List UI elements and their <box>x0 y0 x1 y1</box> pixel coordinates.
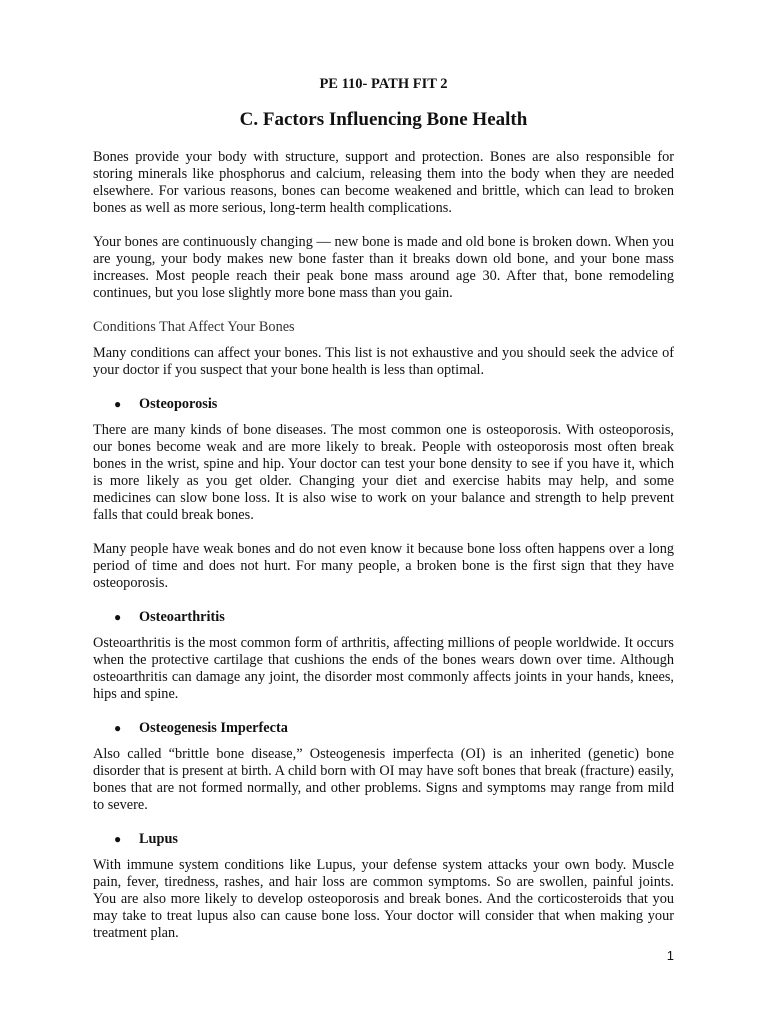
course-code: PE 110- PATH FIT 2 <box>319 76 448 92</box>
osteogenesis-paragraph: Also called “brittle bone disease,” Osteogenesis imperfecta (OI) is an inherited (genetic) bone disorder that is present at birth. A child born with OI may have soft bones that break (fracture) easily, bones that are not formed normally, and other problems. Signs and symptoms may range from mild to severe. <box>93 746 674 813</box>
bullet-label: Osteoporosis <box>139 396 218 412</box>
intro-paragraph-2: Your bones are continuously changing — new bone is made and old bone is broken down. When you are young, your body makes new bone faster than it breaks down old bone, and your bone mass increases. Most people reach their peak bone mass around age 30. After that, bone remodeling continues, but you lose slightly more bone mass than you gain. <box>93 234 674 301</box>
bullet-label: Osteoarthritis <box>139 609 225 625</box>
bullet-dot-icon: ● <box>114 832 122 846</box>
bullet-label: Osteogenesis Imperfecta <box>139 720 288 736</box>
bullet-label: Lupus <box>139 831 178 847</box>
bullet-dot-icon: ● <box>114 610 122 624</box>
osteoporosis-paragraph-1: There are many kinds of bone diseases. The most common one is osteoporosis. With osteoporosis, our bones become weak and are more likely to break. People with osteoporosis most often break bones in the wrist, spine and hip. Your doctor can test your bone density to see if you have it, which is more likely as you get older. Changing your diet and exercise habits may help, and some medicines can slow bone loss. It is also wise to work on your balance and strength to help prevent falls that could break bones. <box>93 422 674 523</box>
bullet-dot-icon: ● <box>114 721 122 735</box>
bullet-heading-osteoarthritis <box>93 609 674 626</box>
bullet-heading-osteogenesis-imperfecta <box>93 720 674 737</box>
page-title: C. Factors Influencing Bone Health <box>239 109 528 130</box>
page-content <box>93 76 674 942</box>
section-heading: Conditions That Affect Your Bones <box>93 319 295 335</box>
osteoporosis-paragraph-2: Many people have weak bones and do not even know it because bone loss often happens over a long period of time and does not hurt. For many people, a broken bone is the first sign that they have osteoporosis. <box>93 541 674 591</box>
lupus-paragraph: With immune system conditions like Lupus, your defense system attacks your own body. Muscle pain, fever, tiredness, rashes, and hair loss are common symptoms. So are swollen, painful joints. You are also more likely to develop osteoporosis and break bones. And the corticosteroids that you may take to treat lupus also can cause bone loss. Your doctor will consider that when making your treatment plan. <box>93 857 674 941</box>
bullet-heading-osteoporosis <box>93 396 674 413</box>
conditions-intro: Many conditions can affect your bones. This list is not exhaustive and you should seek the advice of your doctor if you suspect that your bone health is less than optimal. <box>93 345 674 378</box>
bullet-dot-icon: ● <box>114 397 122 411</box>
intro-paragraph-1: Bones provide your body with structure, support and protection. Bones are also responsible for storing minerals like phosphorus and calcium, releasing them into the body when they are needed elsewhere. For various reasons, bones can become weakened and brittle, which can lead to broken bones as well as more serious, long-term health complications. <box>93 149 674 216</box>
osteoarthritis-paragraph: Osteoarthritis is the most common form of arthritis, affecting millions of people worldwide. It occurs when the protective cartilage that cushions the ends of the bones wears down over time. Although osteoarthritis can damage any joint, the disorder most commonly affects joints in your hands, knees, hips and spine. <box>93 635 674 702</box>
bullet-heading-lupus <box>93 831 674 848</box>
page-number: 1 <box>666 948 674 963</box>
